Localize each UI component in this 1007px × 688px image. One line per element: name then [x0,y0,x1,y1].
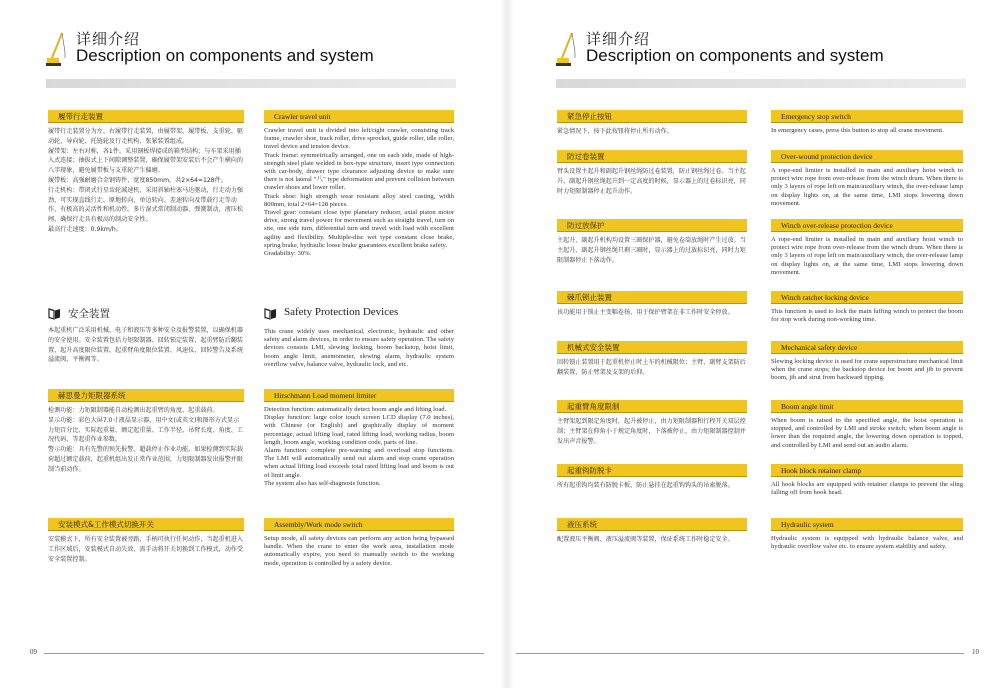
section-body: 臂头设置主起升和副起升钢丝绳防过卷装置，防止钢丝绳过卷。当主起升、副起升钢丝绳起升到一定高度的时候，显示器上的过卷标识亮，同时力矩限制器停止起升动作。 [557,168,746,195]
safety-en-body: This crane widely uses mechanical, electronic, hydraulic and other safety and alarm devices, in order to ensure safety operation. The safety devices consists LMI, slewing locking, boom backstop, hoist limit, boom angle limit, anemometer, slewing alarm, hydraulic system overflow valve, balance valve, hydraulic lock, and etc. [264,328,454,368]
section-heading: Emergency stop switch [771,110,963,123]
page-gutter [500,0,514,688]
section-body: Crawler travel unit is divided into left/right crawler, consisting track frame, crawler shoe, track roller, drive sprocket, guide roller, idle roller, travel device and tension device. Track frame: symmetrically arranged, one on each side, made of high-strength steel plate welded in box-type structure, insert type connection with car-body, drawer type clearance adjusting device to make sure there is not lateral "八" type deformation and prevent collision between crawler shoes and lower roller. Track shoe: high strength wear resistant alloy steel casting, width 800mm, total 2×64=128 pieces. Travel gear: constant close type planetary reducer, axial piston motor drive, strong travel power for movement such as straight travel, turn on site, one side turn, differential turn and travel with load with excellent agility and flexibility. Multiple-disc wet type constant close brake, spring brake, hydraulic loose brake guarantees excellent brake safety. Gradability: 30%. [264,127,454,258]
book-icon [48,307,61,320]
section-body: A rope-end limiter is installed in main and auxiliary hoist winch to protect wire rope from over-release from the winch drum. When there is only 3 layers of rope left on main/auxiliary winch, the over-release lamp on display lights on, at the same time, LMI stops lowering down movement. [771,236,963,276]
section-body: 检测功能：力矩限制器能自动检测出起重臂的角度、起重载荷。 显示功能：彩色大屏7.0寸液晶显示器，用中文(或英文)和图形方式显示力矩百分比、实际起重量、额定起重量、工作半径、吊臂长度、角度、工况代码、等起重作业参数。 警示功能：具有先警的预先报警、超载停止作业功能。如果检测到实际载荷超过额定载荷，起重机组出发正常作业范围，力矩限制器发出报警并限制当前动作。 [48,407,243,473]
folio-rule [516,653,964,654]
mode-zh-section [48,518,244,564]
right-item-zh [557,341,747,378]
section-heading: 防过放保护 [557,219,747,232]
section-body: Detection function: automatically detect boom angle and lifting load. Display function: large color touch screen LCD display (7.0 inches), with Chinese (or English) and graphically display of moment percentage, actual lifting load, rated lifting load, working radius, boom length, boom angle, working condition code, parts of line. Alarm function: complete pre-warning and overload stop functions. The LMI will automatically send out alarm and stop crane operation when actual lifting load exceeds total rated lifting load and boom is out of limit angle. The system also has self-diagnosis function. [264,406,454,487]
section-heading: Winch ratchet locking device [771,291,963,304]
section-body: When boom is raised to the specified angle, the hoist operation is stopped, and controlled by LMI and stroke switch; when boom angle is lower than the required angle, the lowering down operation is topped, and controlled by LMI and send out an audio alarm. [771,417,963,449]
section-body: 安装模式下，所有安全装置被旁路，手柄可执行任何动作，当起重机进入工作区域后，安装模式自动失效，需手动将开关切换到工作模式，动作受安全装置控制。 [48,536,243,563]
lmi-en-section [264,389,454,488]
right-page-header [556,28,956,72]
section-heading: Crawler travel unit [264,110,454,123]
section-body: 该功能用于锁止主变幅卷扬，用于保护臂架在非工作时安全停放。 [557,309,734,316]
section-heading: 紧急停止按钮 [557,110,747,123]
section-heading: Hydraulic system [771,518,963,531]
right-item-zh [557,400,747,446]
crawler-zh-section [48,110,244,235]
right-item-en [771,150,963,208]
crawler-en-section [264,110,454,258]
right-item-en [771,464,963,497]
section-heading: 机械式安全装置 [557,341,747,354]
right-item-zh [557,291,747,318]
right-item-zh [557,150,747,196]
section-body: 所有起重钩均装有防脱卡板，防止悬挂在起重钩钩头的吊索脱落。 [557,482,734,489]
section-heading: 起重臂角度限制 [557,400,747,413]
section-body: All hook blocks are equipped with retainer clamps to prevent the sling falling off from hook head. [771,481,963,497]
crane-icon [556,30,580,66]
mode-en-section [264,518,454,568]
section-heading: 安装模式&工作模式切换开关 [48,518,244,531]
right-item-en [771,219,963,277]
left-title-zh: 详细介绍 [76,30,141,48]
section-body: Setup mode, all safety devices can perform any action being bypassed handle. When the crane to enter the work area, installation mode automatically expire, you need to manually switch to the working mode, operation is controlled by a safety device. [264,535,454,567]
section-heading: Over-wound protection device [771,150,963,163]
right-item-en [771,110,963,135]
left-title-en: Description on components and system [76,46,374,65]
section-heading: 起重钩防脱卡 [557,464,747,477]
crane-icon [46,30,70,66]
section-body: 主臂架起到限定角度时，起升被停止，由力矩限制器和行程开关双层控制；主臂架在仰角小于规定角度时，下落被停止，由力矩限制器控制并发出声音报警。 [557,418,746,445]
left-folio [30,648,490,660]
section-body: This function is used to lock the main luffing winch to protect the boom for stop work during non-working time. [771,308,963,324]
left-header-bar [46,79,456,88]
right-item-zh [557,464,747,491]
section-heading: Mechanical safety device [771,341,963,354]
right-item-en [771,291,963,324]
left-page-header [46,28,446,72]
safety-zh-title: 安全装置 [48,306,244,322]
section-heading: 防过卷装置 [557,150,747,163]
section-heading: Assembly/Work mode switch [264,518,454,531]
folio-rule [44,653,484,654]
right-header-bar [556,79,966,88]
right-item-zh [557,219,747,265]
section-heading: 棘爪锁止装置 [557,291,747,304]
page-number: 10 [972,648,979,656]
right-item-zh [557,518,747,545]
section-body: In emergency cases, press this button to stop all crane movement. [771,127,944,134]
section-heading: Winch over-release protection device [771,219,963,232]
section-heading: Hook block retainer clamp [771,464,963,477]
section-heading: 赫思曼力矩限器系统 [48,389,244,402]
right-item-en [771,518,963,551]
section-body: 回转锁止装置用于起重机停止时上车的机械限位；主臂、副臂支架防后翻装置，防止臂架及支架的后仰。 [557,359,746,376]
section-body: A rope-end limiter is installed in main and auxiliary hoist winch to protect wire rope from over-release from the winch drum. When there is only 3 layers of rope left on main/auxiliary winch, the over-release lamp on display lights on, at the same time, LMI stops lowering down movement. [771,167,963,207]
right-item-zh [557,110,747,137]
right-folio [516,648,986,660]
section-heading: Hirschmann Load moment limiter [264,389,454,402]
section-heading: 履带行走装置 [48,110,244,123]
book-icon [264,307,277,320]
section-heading: Boom angle limit [771,400,963,413]
right-title-en: Description on components and system [586,46,884,65]
section-heading: 液压系统 [557,518,747,531]
lmi-zh-section [48,389,244,475]
safety-zh-body: 本起重机广泛采用机械、电子和液压等多种安全及报警装置，以确保机器的安全使用。安全装置包括力矩限制器、回转锁定装置、起重臂防后翻装置、起升高度限位装置、起重臂角度限位装置、风速仪、回转警告及系统溢流阀、平衡阀等。 [48,327,243,364]
right-item-en [771,341,963,383]
section-body: 配置液压平衡阀、液压溢流阀等装置，保证系统工作时稳定安全。 [557,536,734,543]
section-body: Hydraulic system is equipped with hydraulic balance valve, and hydraulic overflow valve etc. to ensure system stability and safety. [771,535,963,551]
section-body: Slewing locking device is used for crane superstructure mechanical limit when the crane stops; the backstop device for boom and jib to prevent boom, jib and strut from backward tipping. [771,358,963,382]
safety-en-title: Safety Protection Devices [264,306,454,322]
right-item-en [771,400,963,450]
section-body: 主起升、副起升机构均设置三圈保护器，避免卷筒放绳时产生过放。当主起升、副起升钢丝绳只剩三圈时，显示器上的过放标识亮，同时力矩限制器停止下落动作。 [557,237,746,264]
section-body: 履带行走装置分为左、右履带行走装置，由履带架、履带板、支重轮、驱动轮、导向轮、托链轮及行走机构、张紧装置组成。 履带架：左右对称，各1件。采用钢板焊接成的箱型结构；与车架采用插入式连接；抽拔式上下间隙调整装置，确保履带架安装后不会产生横向的八字现象，避免履带板与支重轮产生偏磨。 履带板：高强耐磨合金钢铸件，宽度850mm，共2×64=128件。 行走机构：带闭式行星齿轮减速机、采用斜轴柱塞马达驱动，行走动力强劲，可实现直线行走、原地转向、单边转向、差速转向及带载行走等动作，有极高的灵活性和机动性。多片湿式常闭制动器，弹簧制动，液压松闸，确保行走具有极高的制动安全性。 最高行走速度：0.9km/h。 [48,128,243,233]
page-number: 09 [30,648,37,656]
right-title-zh: 详细介绍 [586,30,651,48]
section-body: 紧急情况下，按下此按钮将停止所有动作。 [557,128,673,135]
